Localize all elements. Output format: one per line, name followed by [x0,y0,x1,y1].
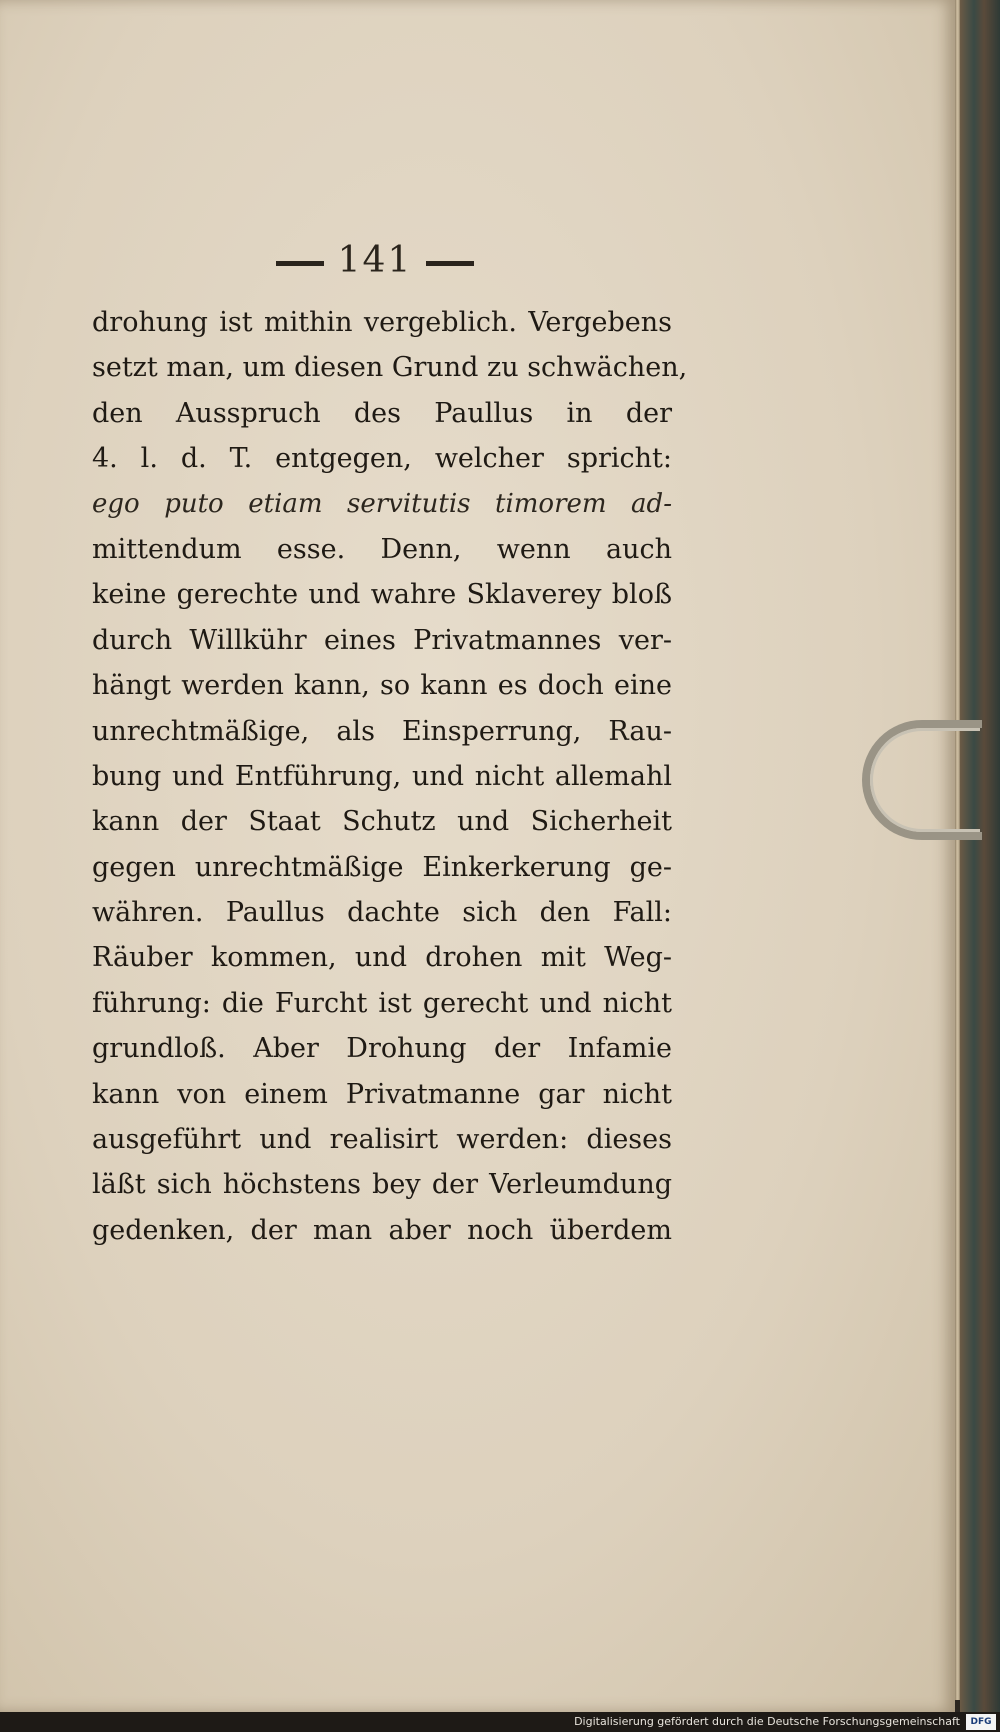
text-line: läßt sich höchstens bey der Verleumdung [92,1169,672,1201]
left-dash [276,261,324,266]
text-line: währen. Paullus dachte sich den Fall: [92,897,672,929]
text-line: keine gerechte und wahre Sklaverey bloß [92,579,672,611]
text-line: gegen unrechtmäßige Einkerkerung ge- [92,851,672,883]
dfg-logo-text: DFG [970,1717,992,1727]
text-line: setzt man, um diesen Grund zu schwächen, [92,352,688,384]
credit-text: Digitalisierung gefördert durch die Deutsche Forschungsgemeinschaft [574,1715,960,1728]
text-line: den Ausspruch des Paullus in der [92,397,672,429]
text-line: gedenken, der man aber noch überdem [92,1214,672,1246]
right-dash [426,261,474,266]
text-line: kann von einem Privatmanne gar nicht [92,1078,672,1110]
dfg-logo [966,1714,996,1730]
text-line: hängt werden kann, so kann es doch eine [92,670,672,702]
text-line: drohung ist mithin vergeblich. Vergebens [92,307,672,338]
text-line: ausgeführt und realisirt werden: dieses [92,1124,672,1156]
text-line: führung: die Furcht ist gerecht und nicht [92,987,672,1019]
text-line: 4. l. d. T. entgegen, welcher spricht: [92,443,672,475]
text-line-latin: ego puto etiam servitutis timorem ad- [92,488,672,519]
text-line: kann der Staat Schutz und Sicherheit [92,806,672,838]
body-text [92,300,688,1253]
page-number-text: 141 [337,240,413,281]
page-number [250,240,500,281]
text-line: Räuber kommen, und drohen mit Weg- [92,942,672,974]
text-line: mittendum esse. Denn, wenn auch [92,533,672,565]
digitization-credit [0,1712,1000,1732]
text-line: bung und Entführung, und nicht allemahl [92,760,672,792]
text-line: durch Willkühr eines Privatmannes ver- [92,624,672,656]
paper-clip-inner [870,728,980,832]
book-cover-edge [960,0,1000,1732]
text-line: unrechtmäßige, als Einsperrung, Rau- [92,715,672,747]
text-line: grundloß. Aber Drohung der Infamie [92,1033,672,1065]
